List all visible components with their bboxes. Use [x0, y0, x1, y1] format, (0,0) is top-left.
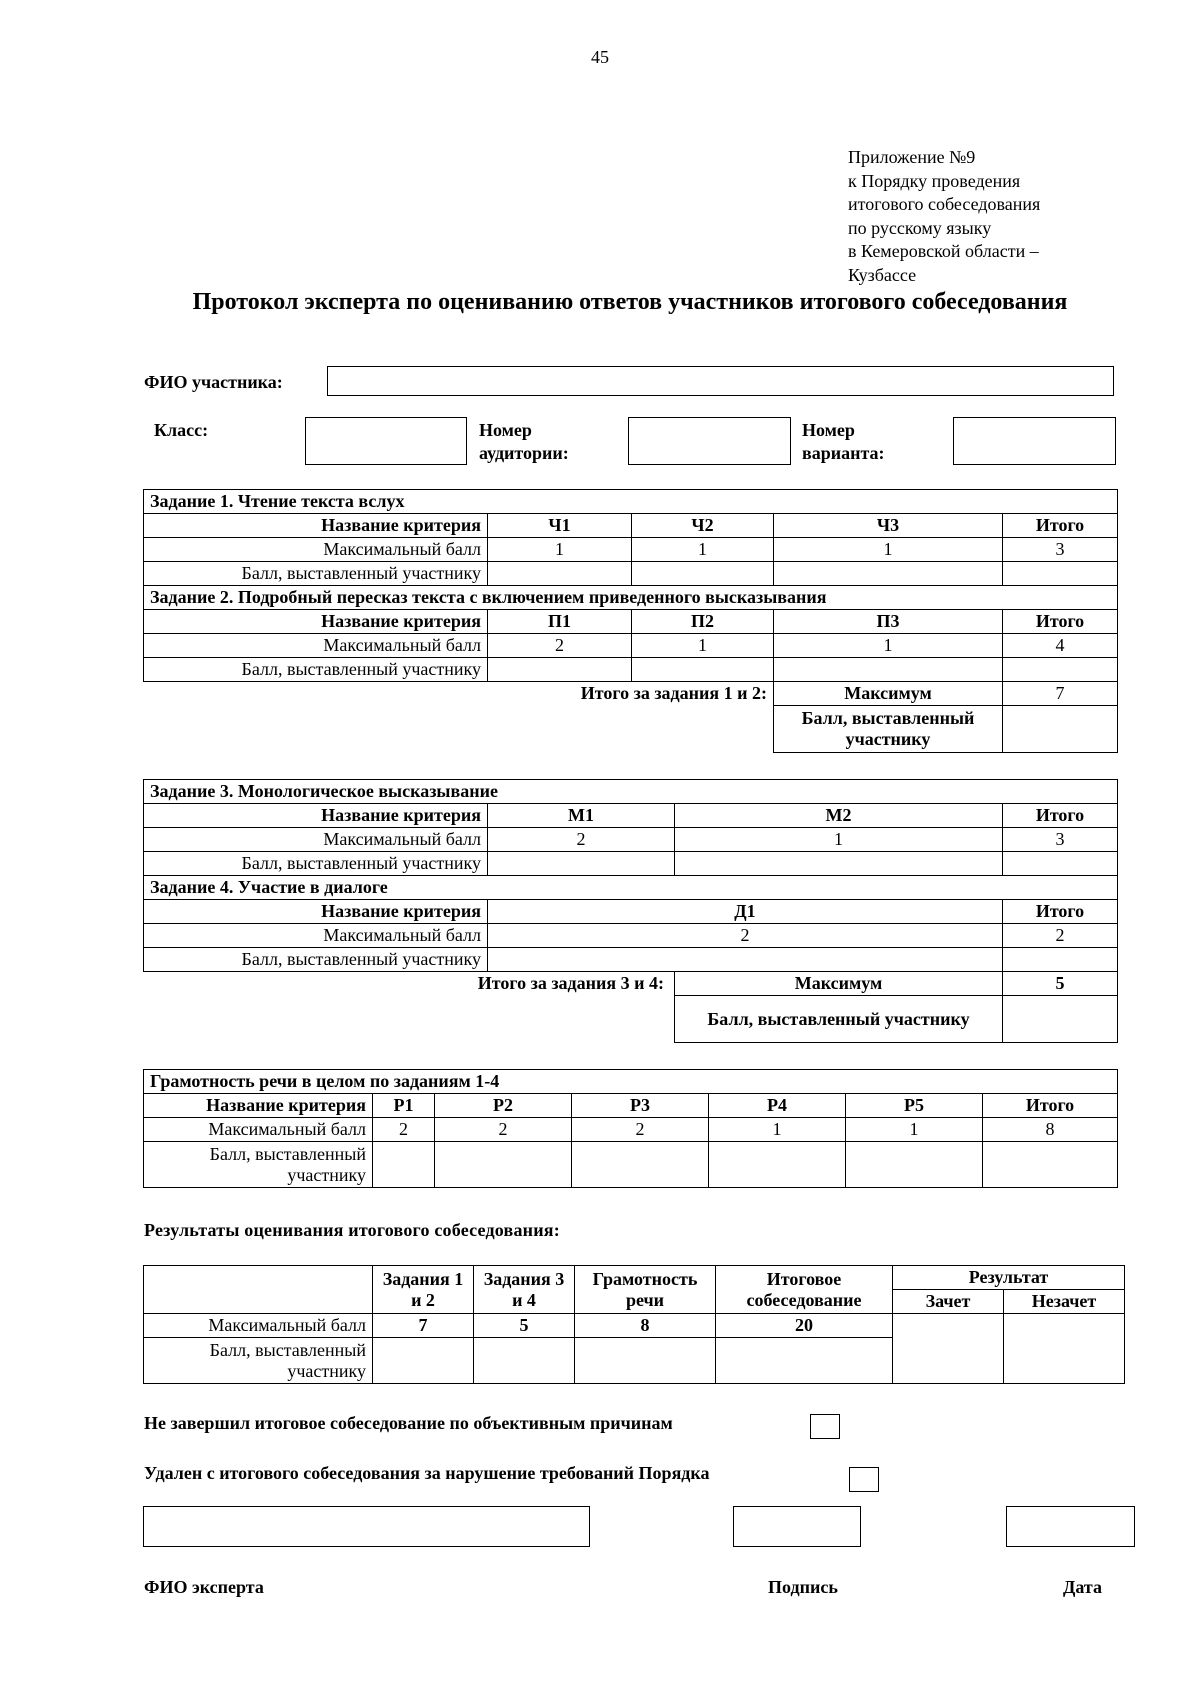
score-input-cell[interactable] [675, 852, 1003, 876]
criterion-m1: М1 [488, 804, 675, 828]
removed-label: Удален с итогового собеседования за нарушение требований Порядка [144, 1463, 710, 1483]
max-score-value: 1 [488, 538, 632, 562]
tasks-1-2-table [143, 489, 1118, 753]
score-input-cell[interactable] [846, 1142, 983, 1188]
max-score-value: 2 [488, 634, 632, 658]
maximum-label: Максимум [774, 682, 1003, 706]
score-total-cell[interactable] [1003, 852, 1118, 876]
score-input-cell[interactable] [632, 562, 774, 586]
max-score-label: Максимальный балл [144, 538, 488, 562]
task3-heading: Задание 3. Монологическое высказывание [144, 780, 1118, 804]
room-label: Номер аудитории: [479, 420, 569, 463]
score-input-cell[interactable] [373, 1338, 474, 1384]
col-result: Результат [893, 1266, 1125, 1290]
criterion-name-label: Название критерия [144, 900, 488, 924]
total-label: Итого [1003, 900, 1118, 924]
max-score-total: 3 [1003, 828, 1118, 852]
criterion-r5: Р5 [846, 1094, 983, 1118]
given-score-label: Балл, выставленный участнику [144, 948, 488, 972]
criterion-r3: Р3 [572, 1094, 709, 1118]
total-label: Итого [983, 1094, 1118, 1118]
criterion-p1: П1 [488, 610, 632, 634]
col-tasks-3-4: Задания 3 и 4 [474, 1266, 575, 1314]
criterion-name-label: Название критерия [144, 610, 488, 634]
max-score-value: 1 [632, 634, 774, 658]
total-label: Итого [1003, 804, 1118, 828]
given-score-label: Балл, выставленный участнику [144, 562, 488, 586]
score-input-cell[interactable] [774, 658, 1003, 682]
criterion-r4: Р4 [709, 1094, 846, 1118]
literacy-heading: Грамотность речи в целом по заданиям 1-4 [144, 1070, 1118, 1094]
score-input-cell[interactable] [709, 1142, 846, 1188]
max-score-value: 1 [675, 828, 1003, 852]
criterion-name-label: Название критерия [144, 514, 488, 538]
col-pass: Зачет [893, 1290, 1004, 1314]
date-field[interactable] [1006, 1506, 1135, 1547]
total-label: Итого [1003, 514, 1118, 538]
task4-heading: Задание 4. Участие в диалоге [144, 876, 1118, 900]
given-score-label: Балл, выставленный участнику [774, 706, 1003, 753]
task2-heading: Задание 2. Подробный пересказ текста с включением приведенного высказывания [144, 586, 1118, 610]
signature-field[interactable] [733, 1506, 861, 1547]
score-input-cell[interactable] [774, 562, 1003, 586]
pass-cell[interactable] [893, 1314, 1004, 1384]
max-score-value: 2 [488, 924, 1003, 948]
sum-1-2-given-cell[interactable] [1003, 706, 1118, 753]
maximum-label: Максимум [675, 972, 1003, 996]
criterion-p3: П3 [774, 610, 1003, 634]
given-score-label: Балл, выставленный участнику [144, 852, 488, 876]
score-total-cell[interactable] [1003, 562, 1118, 586]
max-score-label: Максимальный балл [144, 828, 488, 852]
criterion-m2: М2 [675, 804, 1003, 828]
page-number: 45 [591, 47, 609, 67]
max-score-value: 5 [474, 1314, 575, 1338]
max-score-label: Максимальный балл [144, 924, 488, 948]
criterion-r1: Р1 [373, 1094, 435, 1118]
max-score-value: 2 [435, 1118, 572, 1142]
sum-3-4-given-cell[interactable] [1003, 996, 1118, 1043]
criterion-p2: П2 [632, 610, 774, 634]
max-score-label: Максимальный балл [144, 634, 488, 658]
not-completed-checkbox[interactable] [810, 1414, 840, 1439]
score-input-cell[interactable] [488, 658, 632, 682]
total-label: Итого [1003, 610, 1118, 634]
max-score-value: 20 [716, 1314, 893, 1338]
col-literacy: Грамотность речи [575, 1266, 716, 1314]
given-score-label: Балл, выставленный участнику [144, 1338, 373, 1384]
criterion-d1: Д1 [488, 900, 1003, 924]
max-score-value: 1 [632, 538, 774, 562]
criterion-ch3: Ч3 [774, 514, 1003, 538]
max-score-label: Максимальный балл [144, 1314, 373, 1338]
score-input-cell[interactable] [488, 948, 1003, 972]
task1-heading: Задание 1. Чтение текста вслух [144, 490, 1118, 514]
class-field[interactable] [305, 417, 467, 465]
appendix-note: Приложение №9 к Порядку проведения итогового собеседования по русскому языку в Кемеровской области – Кузбассе [848, 147, 1041, 285]
col-tasks-1-2: Задания 1 и 2 [373, 1266, 474, 1314]
page-title: Протокол эксперта по оцениванию ответов участников итогового собеседования [192, 289, 1068, 315]
expert-name-label: ФИО эксперта [144, 1577, 264, 1597]
sum-1-2-label: Итого за задания 1 и 2: [580, 683, 767, 704]
variant-label: Номер варианта: [802, 420, 885, 463]
col-final: Итоговое собеседование [716, 1266, 893, 1314]
results-corner-cell [144, 1266, 373, 1314]
fail-cell[interactable] [1004, 1314, 1125, 1384]
col-fail: Незачет [1004, 1290, 1125, 1314]
given-score-label: Балл, выставленный участнику [144, 1142, 373, 1188]
score-input-cell[interactable] [632, 658, 774, 682]
score-input-cell[interactable] [474, 1338, 575, 1384]
sum-1-2-max: 7 [1003, 682, 1118, 706]
max-score-value: 1 [774, 538, 1003, 562]
max-score-value: 8 [575, 1314, 716, 1338]
score-total-cell[interactable] [983, 1142, 1118, 1188]
class-label: Класс: [154, 420, 209, 440]
sum-3-4-max: 5 [1003, 972, 1118, 996]
score-total-cell[interactable] [1003, 948, 1118, 972]
date-label: Дата [1063, 1577, 1102, 1597]
expert-name-field[interactable] [143, 1506, 590, 1547]
participant-name-label: ФИО участника: [144, 372, 283, 392]
max-score-label: Максимальный балл [144, 1118, 373, 1142]
max-score-value: 1 [774, 634, 1003, 658]
score-input-cell[interactable] [373, 1142, 435, 1188]
signature-label: Подпись [768, 1577, 838, 1597]
max-score-value: 1 [846, 1118, 983, 1142]
score-input-cell[interactable] [488, 562, 632, 586]
results-table [143, 1265, 1125, 1384]
participant-name-field[interactable] [327, 366, 1114, 396]
max-score-total: 4 [1003, 634, 1118, 658]
score-input-cell[interactable] [572, 1142, 709, 1188]
score-input-cell[interactable] [716, 1338, 893, 1384]
max-score-value: 7 [373, 1314, 474, 1338]
max-score-total: 2 [1003, 924, 1118, 948]
max-score-value: 2 [488, 828, 675, 852]
score-input-cell[interactable] [575, 1338, 716, 1384]
score-total-cell[interactable] [1003, 658, 1118, 682]
score-input-cell[interactable] [435, 1142, 572, 1188]
criterion-r2: Р2 [435, 1094, 572, 1118]
criterion-name-label: Название критерия [144, 804, 488, 828]
criterion-ch1: Ч1 [488, 514, 632, 538]
given-score-label: Балл, выставленный участнику [675, 996, 1003, 1043]
max-score-total: 3 [1003, 538, 1118, 562]
max-score-value: 2 [572, 1118, 709, 1142]
score-input-cell[interactable] [488, 852, 675, 876]
removed-checkbox[interactable] [849, 1467, 879, 1492]
criterion-ch2: Ч2 [632, 514, 774, 538]
variant-field[interactable] [953, 417, 1116, 465]
sum-3-4-label: Итого за задания 3 и 4: [477, 973, 664, 994]
max-score-value: 2 [373, 1118, 435, 1142]
room-field[interactable] [628, 417, 791, 465]
tasks-3-4-table [143, 779, 1118, 1043]
max-score-total: 8 [983, 1118, 1118, 1142]
not-completed-label: Не завершил итоговое собеседование по объективным причинам [144, 1413, 673, 1433]
given-score-label: Балл, выставленный участнику [144, 658, 488, 682]
criterion-name-label: Название критерия [144, 1094, 373, 1118]
results-heading: Результаты оценивания итогового собеседования: [144, 1220, 560, 1240]
literacy-table [143, 1069, 1118, 1188]
max-score-value: 1 [709, 1118, 846, 1142]
